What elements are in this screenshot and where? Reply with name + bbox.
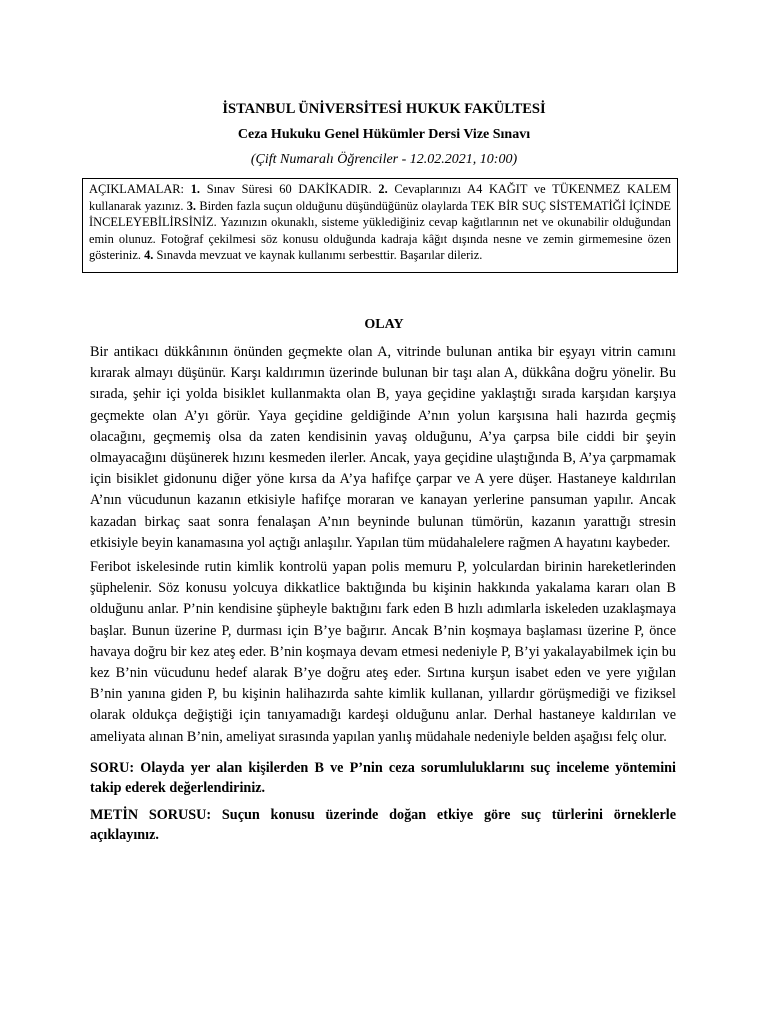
instruction-number: 3. — [186, 198, 197, 213]
case-paragraph: Bir antikacı dükkânının önünden geçmekte olan A, vitrinde bulunan antika bir eşyayı vitrin camını kırarak almayı düşünür. Karşı kaldırımın üzerinde bulunan bir taşı alan A, dükkâna doğru yönelir. Bu sırada, şehir içi yolda bisiklet kullanmakta olan B, yaya geçidine yaklaştığı sırada karşıdan karşıya geçmekte olan A’yı görür. Yaya geçidine geldiğinde A’nın yolun karşısına hali hazırda geçmiş olacağını, geçmemiş olsa da zaten kendisinin yavaş olduğunu, A’ya çarpsa bile ciddi bir şeyin olmayacağını düşünerek hızını kesmeden ilerler. Ancak, yaya geçidine ulaştığında B, A’ya çarpmamak için bisiklet gidonunu diğer yöne kırsa da A’ya hafifçe çarpar ve A yere düşer. Hastaneye kaldırılan A’nın vücudunun kazanın etkisiyle hafifçe moraran ve kanayan yerlerine pansuman yapılır. Ancak kazadan birkaç saat sonra fenalaşan A’nın beyninde bulunan tümörün, kazanın yarattığı stresin etkisiyle beyin kanamasına yol açtığı anlaşılır. Yapılan tüm müdahalelere rağmen A hayatını kaybeder. — [90, 344, 676, 551]
instructions-box — [82, 178, 678, 273]
university-title: İSTANBUL ÜNİVERSİTESİ HUKUK FAKÜLTESİ — [222, 101, 546, 117]
case-paragraph: Feribot iskelesinde rutin kimlik kontrolü yapan polis memuru P, yolculardan birinin hareketlerinden şüphelenir. Söz konusu yolcuya dikkatlice baktığında bu kişinin hakkında yakalama kararı olan B olduğunu anlar. P’nin kendisine şüpheyle baktığını fark eden B hızlı adımlarla iskeleden uzaklaşmaya başlar. Bunun üzerine P, durması için B’ye bağırır. Ancak B’nin koşmaya başlaması üzerine P, önce havaya doğru bir kez ateş eder. B’nin koşmaya devam etmesi nedeniyle P, B’yi yakalayabilmek için bu kez B’nin vücudunu hedef alarak B’ye doğru ateş eder. Sırtına kurşun isabet eden ve yere yığılan B’nin yanına giden P, bu kişinin halihazırda sahte kimlik kullanan, yıllardır görüşmediği ve fiziksel olarak oldukça değiştiği için tanıyamadığı kardeşi olduğunu anlar. Derhal hastaneye kaldırılan ve ameliyata alınan B’nin, ameliyat sırasında yapılan yanlış müdahale nedeniyle belden aşağısı felç olur. — [90, 559, 676, 745]
instruction-text: Birden fazla suçun olduğunu düşündüğünüz olaylarda TEK BİR SUÇ SİSTEMATİĞİ İÇİNDE İNCELEYEBİLİRSİNİZ. Yazınızın okunaklı, sisteme yüklediğiniz cevap kağıtlarının net ve okunabilir olduğundan emin olunuz. Fotoğraf çekilmesi söz konusu olduğunda kadraja kâğıt dışında nesne ve zemin girmemesine özen gösteriniz. — [89, 198, 671, 263]
instruction-text: Cevaplarınızı A4 KAĞIT ve TÜKENMEZ KALEM kullanarak yazınız. — [89, 182, 672, 213]
instruction-number: 4. — [144, 248, 154, 263]
case-heading: OLAY — [364, 317, 404, 332]
exam-session-info: (Çift Numaralı Öğrenciler - 12.02.2021, 10:00) — [250, 152, 518, 167]
instructions-label: AÇIKLAMALAR: — [89, 182, 184, 196]
instruction-text: Sınavda mevzuat ve kaynak kullanımı serbesttir. Başarılar dileriz. — [156, 248, 483, 263]
exam-question: SORU: Olayda yer alan kişilerden B ve P’nin ceza sorumluluklarını suç inceleme yöntemini takip ederek değerlendiriniz. — [90, 760, 676, 796]
exam-subtitle: Ceza Hukuku Genel Hükümler Dersi Vize Sınavı — [237, 127, 531, 142]
instruction-text: Sınav Süresi 60 DAKİKADIR. — [206, 182, 372, 196]
instruction-number: 2. — [378, 182, 388, 196]
text-question: METİN SORUSU: Suçun konusu üzerinde doğan etkiye göre suç türlerini örneklerle açıklayınız. — [90, 807, 676, 843]
instruction-number: 1. — [190, 182, 200, 196]
